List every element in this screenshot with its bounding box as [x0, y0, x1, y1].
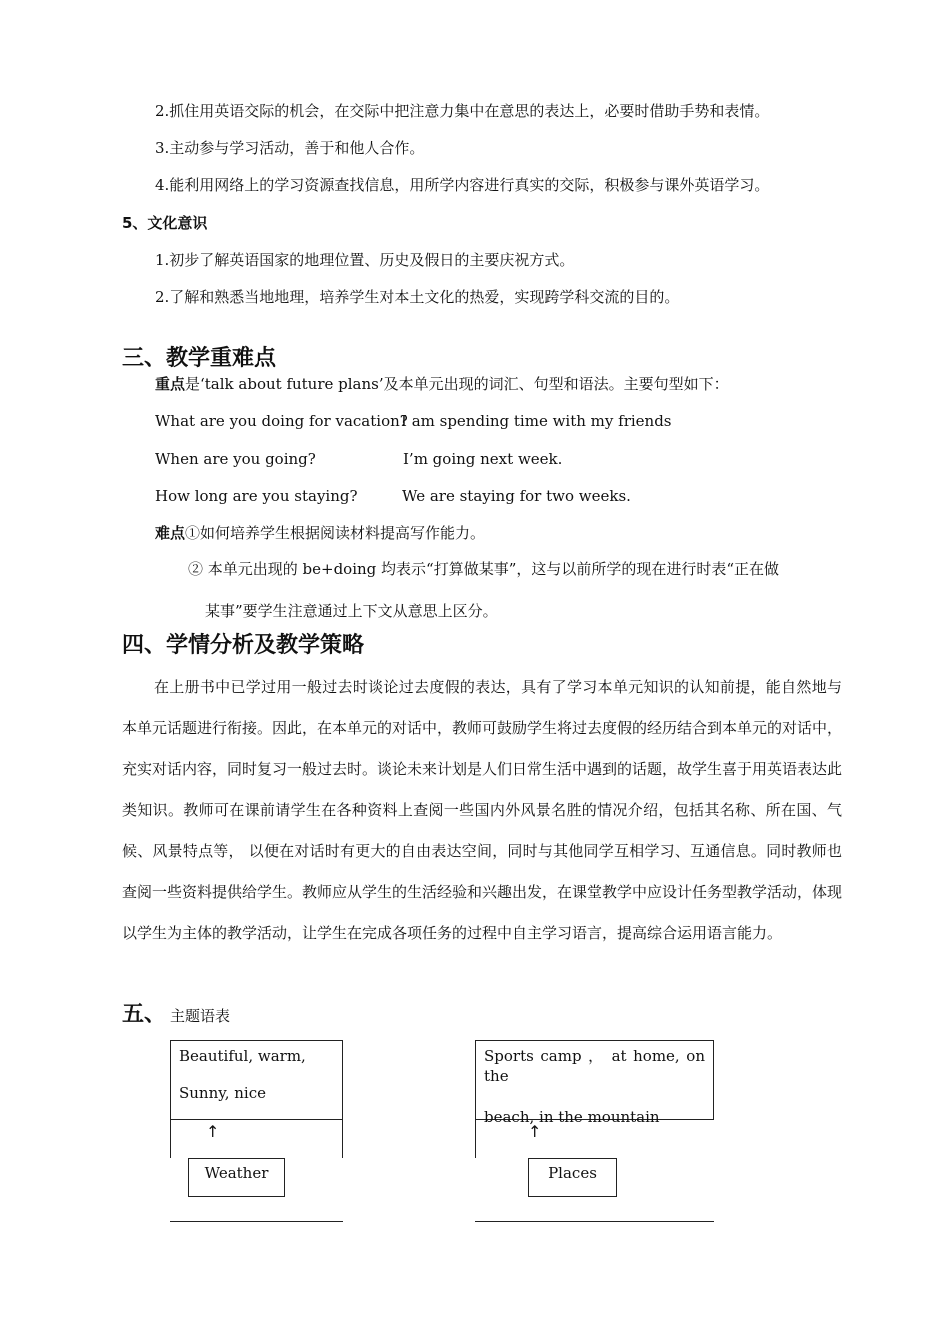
sentence-q-1: What are you doing for vacation? — [155, 412, 408, 430]
section5-heading-num: 五、 — [122, 1002, 167, 1027]
weather-words-box — [170, 1040, 343, 1120]
places-words-line-1: Sports camp ， at home, on the — [484, 1047, 705, 1085]
difficulty-line-2a: ② 本单元出现的 be+doing 均表示“打算做某事”，这与以前所学的现在进行时表“正在做 — [188, 560, 780, 578]
culture-line-1: 1.初步了解英语国家的地理位置、历史及假日的主要庆祝方式。 — [155, 251, 575, 269]
places-label: Places — [548, 1164, 597, 1182]
section5-heading-text: 主题语表 — [170, 1007, 231, 1025]
section4-heading: 四、学情分析及教学策略 — [122, 633, 365, 658]
culture-heading: 5、文化意识 — [122, 214, 208, 232]
places-bottom-line — [475, 1221, 714, 1222]
culture-line-2: 2.了解和熟悉当地地理，培养学生对本土文化的热爱，实现跨学科交流的目的。 — [155, 288, 680, 306]
places-words-box — [475, 1040, 714, 1126]
key-point-label: 重点 — [155, 375, 186, 393]
weather-label: Weather — [204, 1164, 269, 1182]
sentence-q-3: How long are you staying? — [155, 487, 358, 505]
ability-line-3: 3.主动参与学习活动，善于和他人合作。 — [155, 139, 425, 157]
analysis-paragraph: 在上册书中已学过用一般过去时谈论过去度假的表达，具有了学习本单元知识的认知前提，能自然地与本单元话题进行衔接。因此，在本单元的对话中，教师可鼓励学生将过去度假的经历结合到本单元的对话中，充实对话内容，同时复习一般过去时。谈论未来计划是人们日常生活中遇到的话题，故学生喜于用英语表达此类知识。教师可在课前请学生在各种资料上查阅一些国内外风景名胜的情况介绍，包括其名称、所在国、气候、风景特点等， 以便在对话时有更大的自由表达空间，同时与其他同学互相学习、互通信息。同时教师也查阅一些资料提供给学生。教师应从学生的生活经验和兴趣出发，在课堂教学中应设计任务型教学活动，体现以学生为主体的教学活动，让学生在完成各项任务的过程中自主学习语言，提高综合运用语言能力。 — [122, 678, 843, 942]
weather-up-arrow-icon: ↑ — [206, 1122, 220, 1141]
weather-left-line — [170, 1120, 171, 1158]
sentence-a-3: We are staying for two weeks. — [402, 487, 631, 505]
sentence-a-2: I’m going next week. — [403, 450, 563, 468]
places-label-box — [528, 1158, 617, 1197]
difficulty-text-1: ①如何培养学生根据阅读材料提高写作能力。 — [185, 524, 486, 542]
key-point-line — [155, 374, 729, 394]
weather-words-line-2: Sunny, nice — [179, 1084, 267, 1102]
weather-words-line-1: Beautiful, warm, — [179, 1047, 306, 1065]
ability-line-4: 4.能利用网络上的学习资源查找信息，用所学内容进行真实的交际，积极参与课外英语学习。 — [155, 176, 770, 194]
sentence-q-2: When are you going? — [155, 450, 316, 468]
section3-heading: 三、教学重难点 — [122, 346, 277, 371]
difficulty-line-1 — [155, 523, 485, 543]
ability-line-2: 2.抓住用英语交际的机会，在交际中把注意力集中在意思的表达上，必要时借助手势和表情。 — [155, 102, 770, 120]
difficulty-label: 难点 — [155, 524, 186, 542]
difficulty-line-2b: 某事”要学生注意通过上下文从意思上区分。 — [205, 602, 498, 620]
key-point-text: 是‘talk about future plans’及本单元出现的词汇、句型和语法。主要句型如下： — [185, 375, 729, 393]
section5-heading — [122, 1002, 230, 1029]
sentence-a-1: I am spending time with my friends — [401, 412, 672, 430]
places-words-line-2: beach, in the mountain — [484, 1108, 660, 1126]
weather-right-line — [342, 1120, 343, 1158]
weather-label-box — [188, 1158, 285, 1197]
places-up-arrow-icon: ↑ — [528, 1122, 542, 1141]
weather-bottom-line — [170, 1221, 343, 1222]
places-left-line — [475, 1120, 476, 1158]
